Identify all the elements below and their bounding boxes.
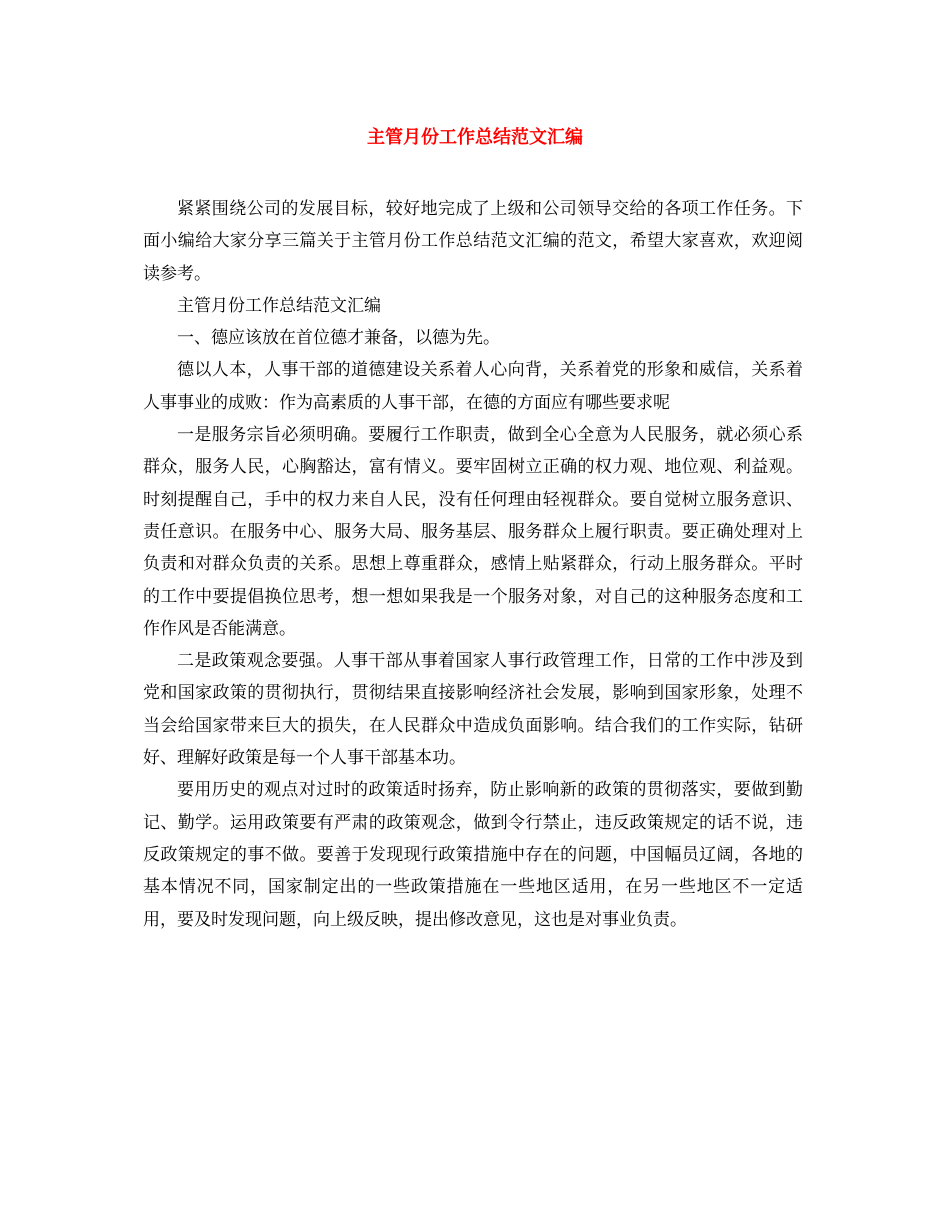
body-paragraph: 要用历史的观点对过时的政策适时扬弃，防止影响新的政策的贯彻落实，要做到勤记、勤学。运用政策要有严肃的政策观念，做到令行禁止，违反政策规定的话不说，违反政策规定的事不做。要善于发现现行政策措施中存在的问题，中国幅员辽阔，各地的基本情况不同，国家制定出的一些政策措施在一些地区适用，在另一些地区不一定适用，要及时发现问题，向上级反映，提出修改意见，这也是对事业负责。: [143, 780, 803, 930]
document-body: [143, 193, 803, 936]
section-title-paragraph: 主管月份工作总结范文汇编: [177, 295, 381, 316]
intro-paragraph: 紧紧围绕公司的发展目标，较好地完成了上级和公司领导交给的各项工作任务。下面小编给大家分享三篇关于主管月份工作总结范文汇编的范文，希望大家喜欢，欢迎阅读参考。: [143, 199, 803, 284]
document-title: 主管月份工作总结范文汇编: [367, 127, 583, 148]
body-paragraph: 德以人本，人事干部的道德建设关系着人心向背，关系着党的形象和威信，关系着人事事业的成败：作为高素质的人事干部，在德的方面应有哪些要求呢: [143, 360, 803, 413]
body-paragraph: 一是服务宗旨必须明确。要履行工作职责，做到全心全意为人民服务，就必须心系群众，服务人民，心胸豁达，富有情义。要牢固树立正确的权力观、地位观、利益观。时刻提醒自己，手中的权力来自人民，没有任何理由轻视群众。要自觉树立服务意识、责任意识。在服务中心、服务大局、服务基层、服务群众上履行职责。要正确处理对上负责和对群众负责的关系。思想上尊重群众，感情上贴紧群众，行动上服务群众。平时的工作中要提倡换位思考，想一想如果我是一个服务对象，对自己的这种服务态度和工作作风是否能满意。: [143, 425, 803, 639]
heading-paragraph: 一、德应该放在首位德才兼备，以德为先。: [177, 328, 500, 349]
body-paragraph: 二是政策观念要强。人事干部从事着国家人事行政管理工作，日常的工作中涉及到党和国家政策的贯彻执行，贯彻结果直接影响经济社会发展，影响到国家形象，处理不当会给国家带来巨大的损失，在人民群众中造成负面影响。结合我们的工作实际，钻研好、理解好政策是每一个人事干部基本功。: [143, 651, 803, 769]
